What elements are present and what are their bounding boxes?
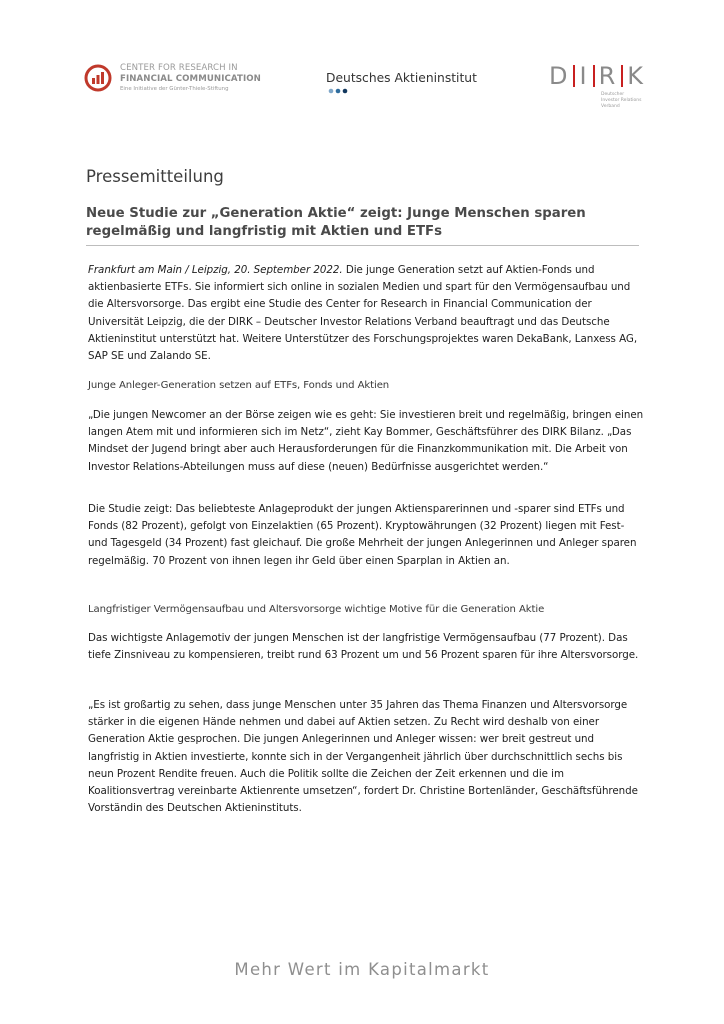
paragraph-quote-bommer: „Die jungen Newcomer an der Börse zeigen wie es geht: Sie investieren breit und regelmäßig, bringen einen langen Atem mit und informieren sich im Netz“, zieht Kay Bommer, Geschäftsführer des DIRK Bilanz. „Das Mindset der Jugend bringt aber auch Herausforderungen für die Finanzkommunikation mit. Die Arbeit von Investor Relations-Abteilungen muss auf diese (neuen) Bedürfnisse ausgerichtet werden.“ — [88, 409, 644, 473]
paragraph-intro-text: Die junge Generation setzt auf Aktien-Fonds und aktienbasierte ETFs. Sie informiert sich online in sozialen Medien und spart für den Vermögensaufbau und die Altersvorsorge. Das ergibt eine Studie des Center for Research in Financial Communication der Universität Leipzig, die der DIRK – Deutscher Investor Relations Verband beauftragt und das Deutsche Aktieninstitut unterstützt hat. Weitere Unterstützer des Forschungsprojektes waren DekaBank, Lanxess AG, SAP SE und Zalando SE. — [88, 264, 638, 363]
paragraph-motives: Das wichtigste Anlagemotiv der jungen Menschen ist der langfristige Vermögensaufbau (77 Prozent). Das tiefe Zinsniveau zu kompensieren, treibt rund 63 Prozent um und 56 Prozent sparen für ihre Altersvorsorge. — [88, 632, 639, 662]
crfc-logo — [84, 62, 264, 102]
dai-logo — [326, 71, 526, 95]
dirk-logo-divider — [573, 65, 575, 87]
dirk-logo-divider — [593, 65, 595, 87]
dateline: Frankfurt am Main / Leipzig, 20. September 2022. — [88, 264, 343, 276]
paragraph-study-results: Die Studie zeigt: Das beliebteste Anlageprodukt der jungen Aktiensparerinnen und -sparer sind ETFs und Fonds (82 Prozent), gefolgt von Einzelaktien (65 Prozent). Kryptowährungen (32 Prozent) liegen mit Fest- und Tagesgeld (34 Prozent) fast gleichauf. Die große Mehrheit der jungen Anlegerinnen und Anleger sparen regelmäßig. 70 Prozent von ihnen legen ihr Geld über einen Sparplan in Aktien an. — [88, 503, 637, 567]
footer-slogan: Mehr Wert im Kapitalmarkt — [234, 960, 490, 979]
crfc-logo-line1: CENTER FOR RESEARCH IN — [120, 63, 238, 73]
dirk-logo-divider — [621, 65, 623, 87]
dirk-logo-subtitle: Deutscher Investor Relations Verband — [601, 92, 642, 109]
dai-logo-name: Deutsches Aktieninstitut — [326, 71, 477, 85]
crfc-logo-line2: FINANCIAL COMMUNICATION — [120, 74, 261, 84]
crfc-logo-mark-icon — [84, 64, 112, 92]
crfc-logo-line3: Eine Initiative der Günter-Thiele-Stiftung — [120, 86, 229, 92]
dirk-logo — [549, 62, 669, 122]
headline-divider — [86, 245, 639, 246]
paragraph-quote-bortenlaender: „Es ist großartig zu sehen, dass junge Menschen unter 35 Jahren das Thema Finanzen und Altersvorsorge stärker in die eigenen Hände nehmen und dabei auf Aktien setzen. Zu Recht wird deshalb von einer Generation Aktie gesprochen. Die jungen Anlegerinnen und Anleger wissen: wer breit gestreut und langfristig in Aktien investierte, konnte sich in der Vergangenheit jährlich über durchschnittlich sechs bis neun Prozent Rendite freuen. Auch die Politik sollte die Zeichen der Zeit erkennen und die im Koalitionsvertrag vereinbarte Aktienrente umsetzen“, fordert Dr. Christine Bortenländer, Geschäftsführende Vorständin des Deutschen Aktieninstituts. — [88, 699, 638, 815]
dai-logo-dots-icon — [328, 88, 358, 94]
section-heading-2: Langfristiger Vermögensaufbau und Altersvorsorge wichtige Motive für die Generation Aktie — [88, 604, 545, 615]
paragraph-intro — [88, 262, 644, 365]
dirk-logo-wordmark: D I R K — [549, 62, 645, 90]
document-label: Pressemitteilung — [86, 167, 224, 186]
press-headline: Neue Studie zur „Generation Aktie“ zeigt: Junge Menschen sparen regelmäßig und langfristig mit Aktien und ETFs — [86, 206, 586, 239]
section-heading-1: Junge Anleger-Generation setzen auf ETFs, Fonds und Aktien — [88, 380, 390, 391]
